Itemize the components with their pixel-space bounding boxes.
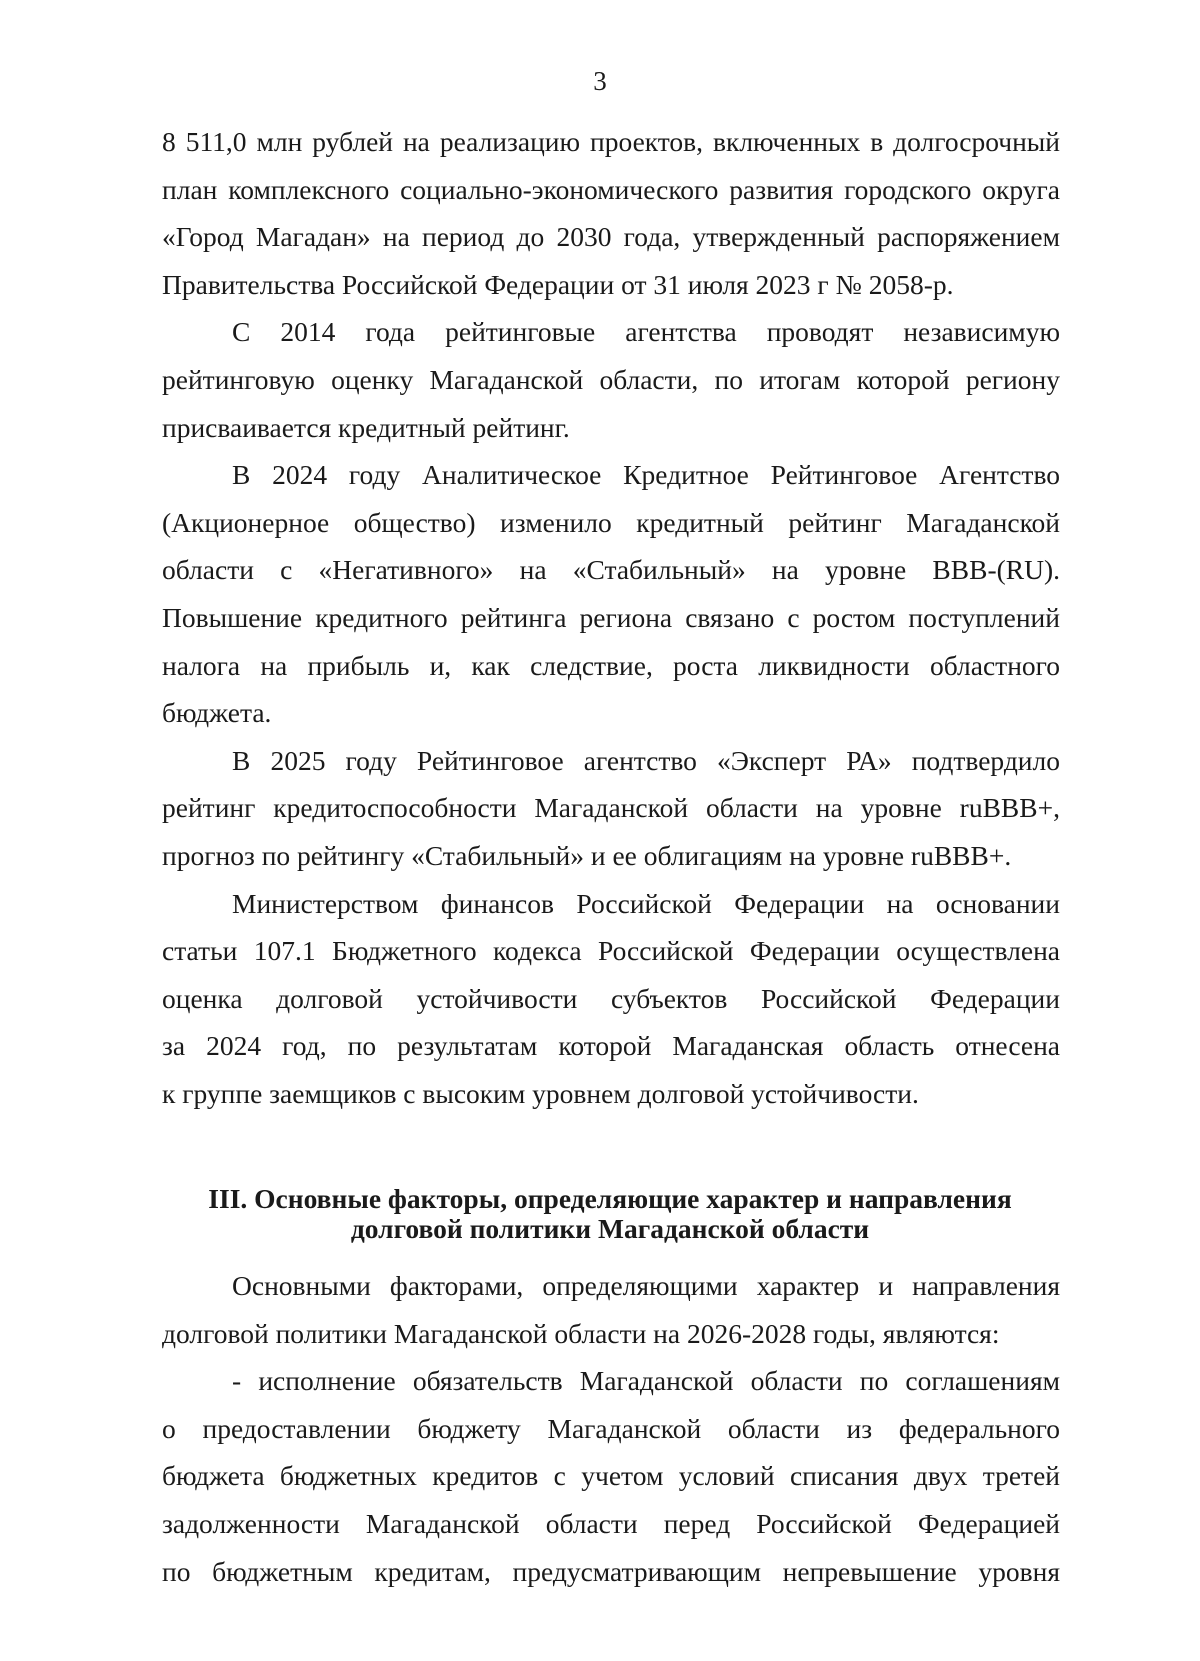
section-heading-line: долговой политики Магаданской области — [350, 1213, 870, 1244]
text-line: план комплексного социально-экономического развития городского округа — [162, 173, 1060, 205]
document-body — [162, 118, 1060, 1117]
text-line: присваивается кредитный рейтинг. — [162, 411, 570, 443]
text-line: по бюджетным кредитам, предусматривающим непревышение уровня — [162, 1555, 1060, 1587]
text-line: Министерством финансов Российской Федерации на основании — [232, 887, 1060, 919]
text-line: статьи 107.1 Бюджетного кодекса Российской Федерации осуществлена — [162, 935, 1060, 967]
text-line: к группе заемщиков с высоким уровнем долговой устойчивости. — [162, 1077, 919, 1109]
paragraph — [162, 118, 1060, 308]
text-line: задолженности Магаданской области перед Российской Федерацией — [162, 1507, 1060, 1539]
paragraph — [162, 880, 1060, 1118]
text-line: области с «Негативного» на «Стабильный» на уровне BBB-(RU). — [162, 554, 1060, 586]
paragraph — [162, 1262, 1060, 1357]
text-line: долговой политики Магаданской области на 2026-2028 годы, являются: — [162, 1317, 1000, 1349]
text-line: (Акционерное общество) изменило кредитный рейтинг Магаданской — [162, 506, 1060, 538]
section-heading — [140, 1184, 1080, 1244]
text-line: налога на прибыль и, как следствие, роста ликвидности областного — [162, 649, 1060, 681]
text-line: Повышение кредитного рейтинга региона связано с ростом поступлений — [162, 601, 1060, 633]
text-line: «Город Магадан» на период до 2030 года, утвержденный распоряжением — [162, 221, 1060, 253]
text-line: В 2025 году Рейтинговое агентство «Эксперт РА» подтвердило — [232, 744, 1060, 776]
text-line: 8 511,0 млн рублей на реализацию проектов, включенных в долгосрочный — [162, 126, 1060, 157]
text-line: прогноз по рейтингу «Стабильный» и ее облигациям на уровне ruBBB+. — [162, 839, 1012, 871]
text-line: оценка долговой устойчивости субъектов Российской Федерации — [162, 982, 1060, 1014]
text-line: В 2024 году Аналитическое Кредитное Рейтинговое Агентство — [232, 459, 1060, 491]
page-number: 3 — [593, 66, 607, 96]
text-line: Основными факторами, определяющими характер и направления — [232, 1270, 1060, 1301]
section-heading-line: III. Основные факторы, определяющие характер и направления — [208, 1183, 1012, 1214]
text-line: бюджета бюджетных кредитов с учетом условий списания двух третей — [162, 1460, 1060, 1492]
paragraph — [162, 451, 1060, 737]
text-line: рейтинг кредитоспособности Магаданской области на уровне ruBBB+, — [162, 792, 1060, 824]
text-line: - исполнение обязательств Магаданской области по соглашениям — [232, 1365, 1060, 1397]
text-line: Правительства Российской Федерации от 31 июля 2023 г № 2058-р. — [162, 268, 954, 300]
paragraph — [162, 737, 1060, 880]
text-line: рейтинговую оценку Магаданской области, по итогам которой региону — [162, 363, 1060, 395]
list-item-paragraph — [162, 1357, 1060, 1595]
text-line: бюджета. — [162, 697, 272, 729]
paragraph — [162, 308, 1060, 451]
text-line: за 2024 год, по результатам которой Магаданская область отнесена — [162, 1030, 1060, 1062]
text-line: С 2014 года рейтинговые агентства проводят независимую — [232, 316, 1060, 348]
section-body — [162, 1262, 1060, 1595]
text-line: о предоставлении бюджету Магаданской области из федерального — [162, 1412, 1060, 1444]
